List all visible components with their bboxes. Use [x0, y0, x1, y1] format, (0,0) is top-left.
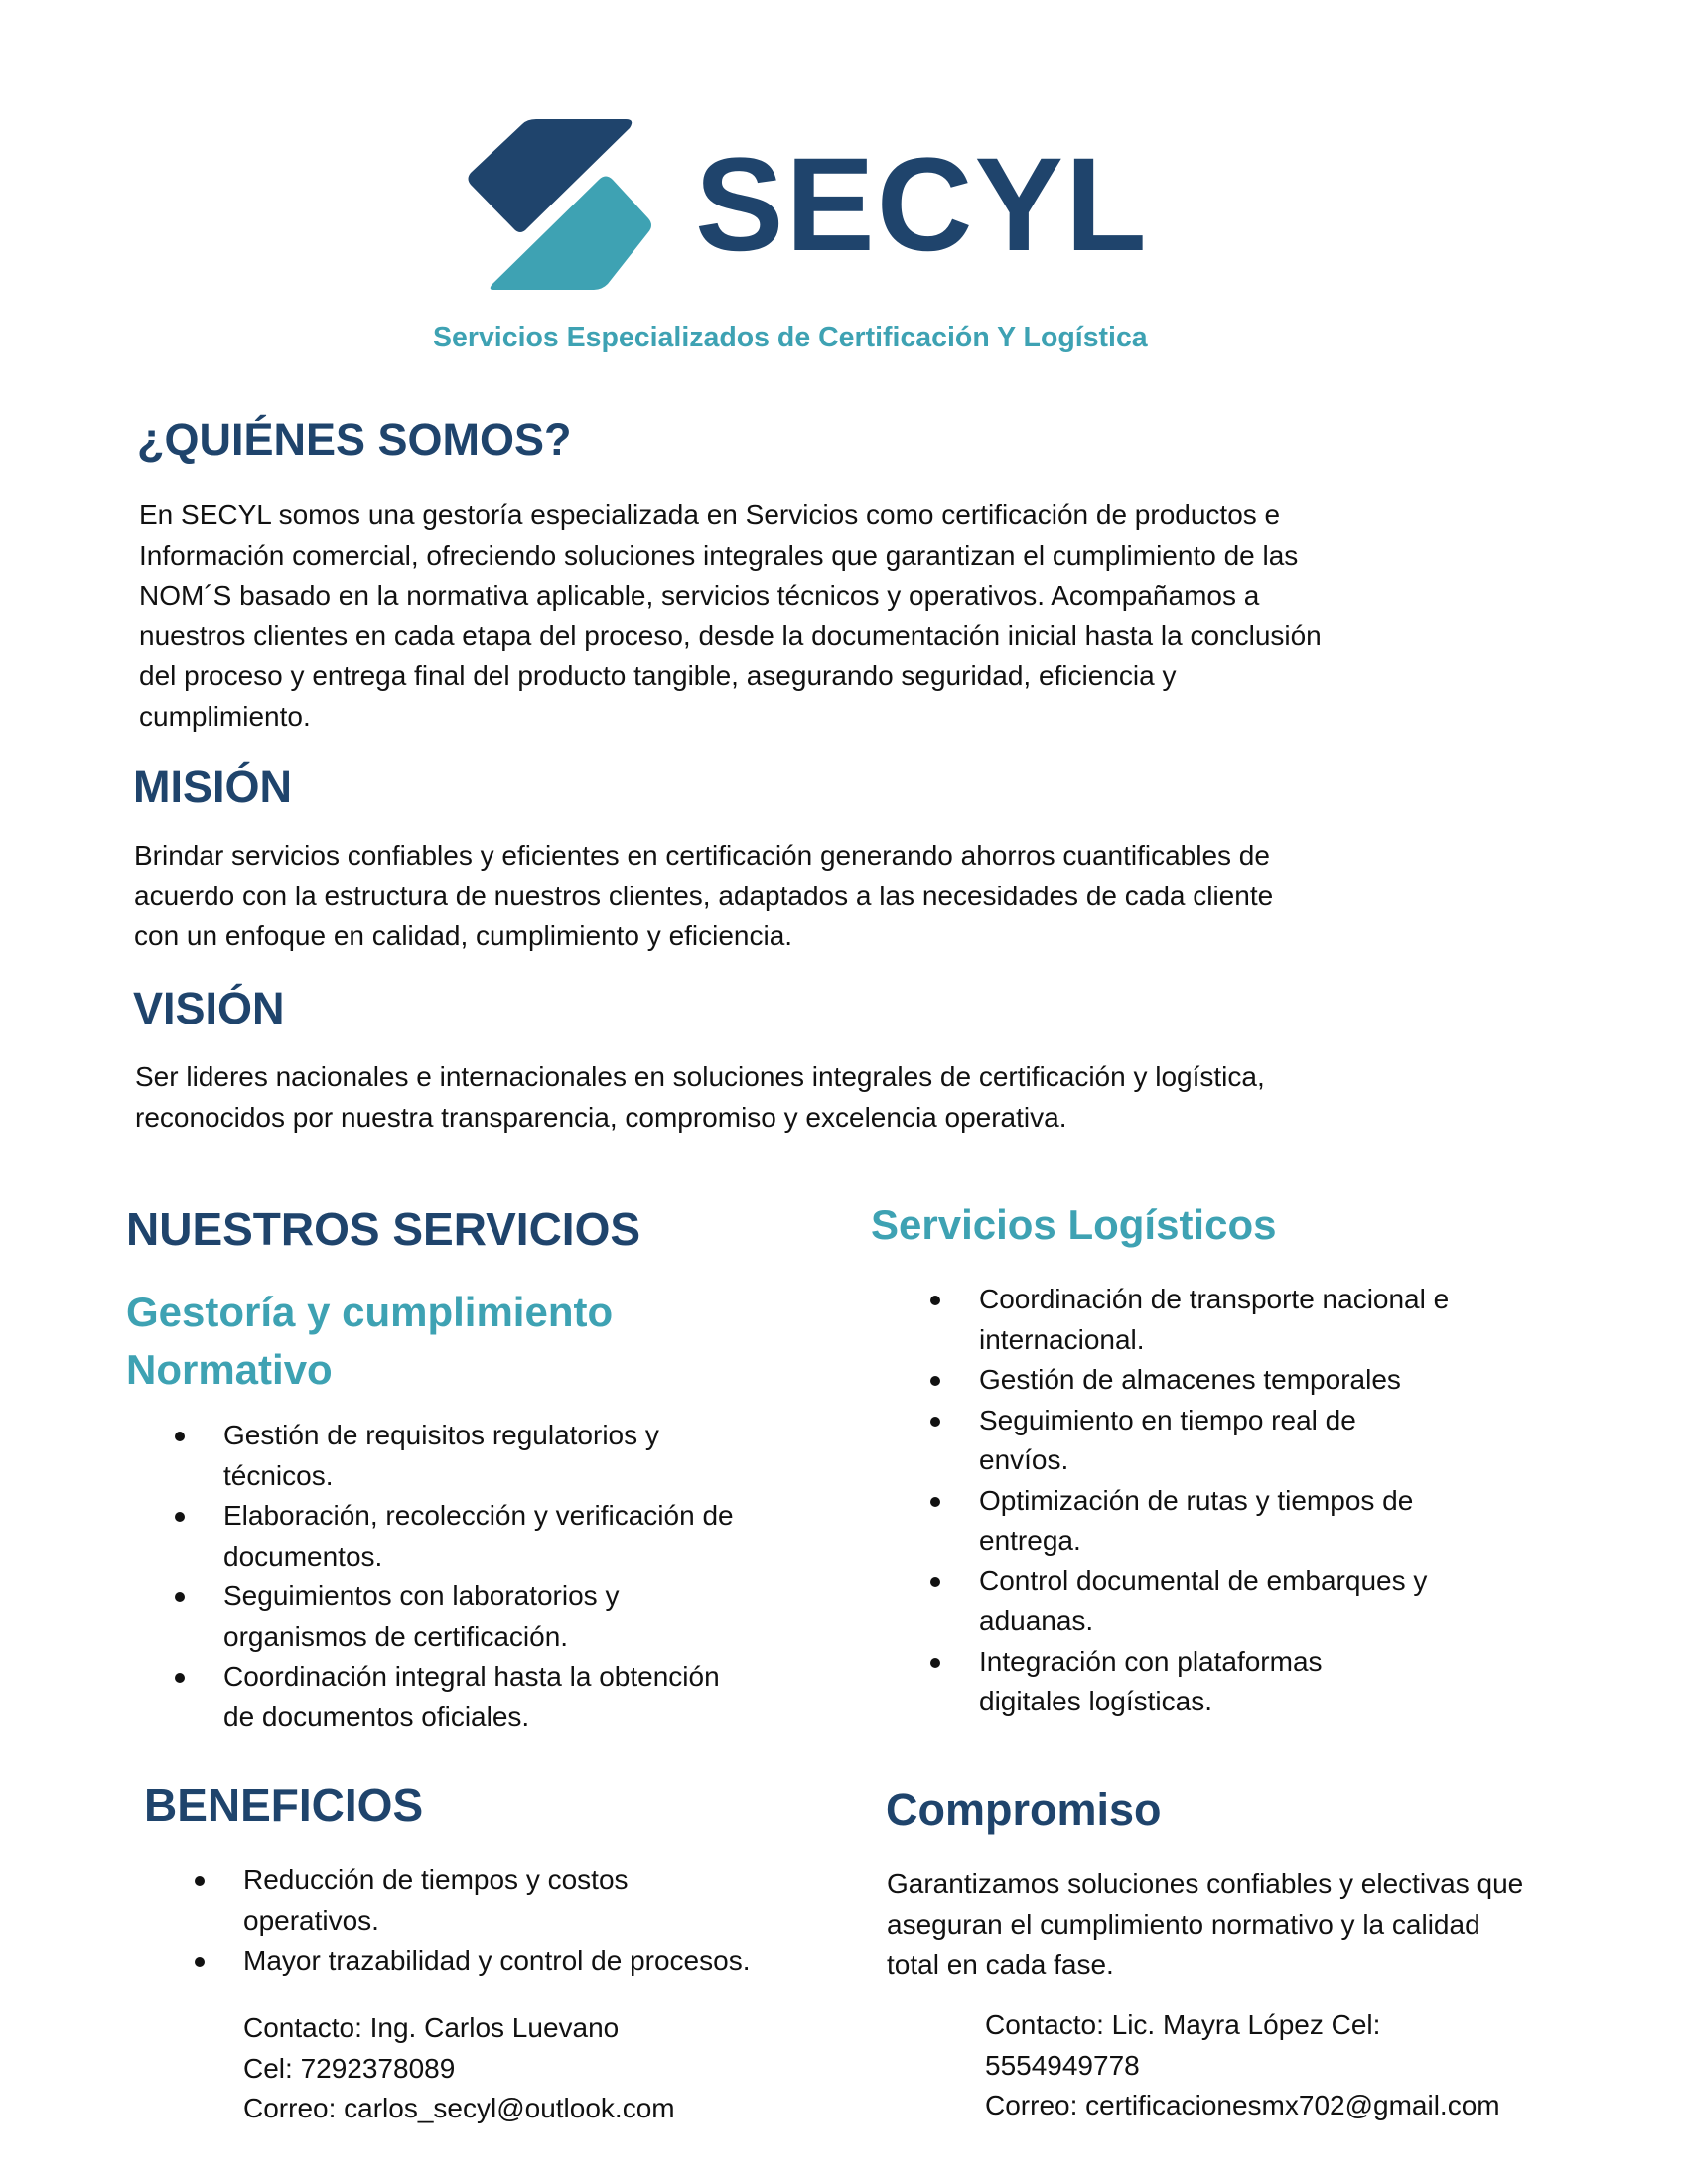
logistics-title: Servicios Logísticos	[871, 1201, 1277, 1248]
bullet-icon	[175, 1432, 185, 1441]
services-title: NUESTROS SERVICIOS	[126, 1203, 641, 1255]
about-paragraph	[139, 495, 1322, 737]
list-item-text: técnicos.	[223, 1459, 334, 1491]
contact-mayra	[985, 2005, 1500, 2126]
benefits-title: BENEFICIOS	[144, 1779, 424, 1831]
bullet-icon	[195, 1876, 205, 1886]
about-title: ¿QUIÉNES SOMOS?	[137, 414, 572, 465]
list-item	[930, 1401, 1449, 1481]
contact-name: Contacto: Ing. Carlos Luevano	[243, 2012, 620, 2043]
list-item-text: organismos de certificación.	[223, 1620, 569, 1652]
contact-phone: Cel: 7292378089	[243, 2052, 456, 2084]
bullet-icon	[175, 1512, 185, 1522]
contact-email: Correo: certificacionesmx702@gmail.com	[985, 2090, 1500, 2120]
vision-title: VISIÓN	[133, 983, 285, 1033]
list-item	[930, 1360, 1449, 1401]
bullet-icon	[930, 1296, 940, 1305]
list-item	[175, 1416, 734, 1496]
contact-email: Correo: carlos_secyl@outlook.com	[243, 2093, 675, 2123]
list-item	[930, 1642, 1449, 1722]
commitment-line: Garantizamos soluciones confiables y electivas que	[887, 1868, 1524, 1899]
list-item	[195, 1860, 750, 1941]
list-item	[930, 1562, 1449, 1642]
vision-paragraph	[135, 1057, 1265, 1138]
bullet-icon	[930, 1577, 940, 1587]
bullet-icon	[930, 1376, 940, 1386]
bullet-icon	[175, 1592, 185, 1602]
list-item-text: envíos.	[979, 1444, 1069, 1475]
vision-line: Ser lideres nacionales e internacionales en soluciones integrales de certificación y logística,	[135, 1061, 1265, 1092]
list-item-text: Coordinación de transporte nacional e	[979, 1284, 1450, 1314]
mission-paragraph	[134, 836, 1273, 957]
commitment-title: Compromiso	[886, 1784, 1162, 1835]
compliance-title-line: Gestoría y cumplimiento	[126, 1289, 614, 1335]
list-item-text: Elaboración, recolección y verificación de	[223, 1500, 734, 1531]
contact-name-phone: Contacto: Lic. Mayra López Cel:	[985, 2009, 1381, 2040]
list-item-text: Mayor trazabilidad y control de procesos.	[243, 1945, 751, 1976]
list-item	[930, 1481, 1449, 1562]
list-item-text: internacional.	[979, 1323, 1145, 1355]
vision-line: reconocidos por nuestra transparencia, compromiso y excelencia operativa.	[135, 1101, 1067, 1133]
list-item-text: Seguimiento en tiempo real de	[979, 1404, 1356, 1435]
list-item-text: Seguimientos con laboratorios y	[223, 1580, 620, 1611]
bullet-icon	[175, 1673, 185, 1683]
compliance-title	[126, 1284, 613, 1399]
commitment-line: aseguran el cumplimiento normativo y la calidad	[887, 1908, 1480, 1940]
list-item	[195, 1941, 750, 1981]
list-item-text: Control documental de embarques y	[979, 1565, 1428, 1596]
commitment-paragraph	[887, 1864, 1523, 1985]
about-line: cumplimiento.	[139, 700, 311, 732]
list-item-text: Reducción de tiempos y costos	[243, 1864, 629, 1895]
about-line: del proceso y entrega final del producto tangible, asegurando seguridad, eficiencia y	[139, 660, 1177, 691]
mission-line: Brindar servicios confiables y eficientes en certificación generando ahorros cuantificables de	[134, 840, 1270, 871]
list-item-text: digitales logísticas.	[979, 1686, 1213, 1716]
mission-line: con un enfoque en calidad, cumplimiento y eficiencia.	[134, 920, 793, 951]
list-item	[175, 1657, 734, 1737]
about-line: NOM´S basado en la normativa aplicable, servicios técnicos y operativos. Acompañamos a	[139, 580, 1260, 611]
list-item-text: entrega.	[979, 1525, 1081, 1556]
logistics-list	[930, 1280, 1449, 1722]
about-line: Información comercial, ofreciendo soluciones integrales que garantizan el cumplimiento de las	[139, 539, 1299, 571]
list-item-text: de documentos oficiales.	[223, 1701, 530, 1732]
mission-line: acuerdo con la estructura de nuestros clientes, adaptados a las necesidades de cada cliente	[134, 880, 1274, 911]
contact-carlos	[243, 2008, 675, 2129]
mission-title: MISIÓN	[133, 761, 293, 812]
bullet-icon	[930, 1658, 940, 1668]
about-line: En SECYL somos una gestoría especializada en Servicios como certificación de productos e	[139, 499, 1281, 530]
bullet-icon	[930, 1417, 940, 1427]
list-item	[930, 1280, 1449, 1360]
commitment-line: total en cada fase.	[887, 1949, 1114, 1979]
bullet-icon	[195, 1957, 205, 1967]
list-item-text: Coordinación integral hasta la obtención	[223, 1661, 720, 1692]
bullet-icon	[930, 1497, 940, 1507]
list-item	[175, 1576, 734, 1657]
secyl-chevron-logo-icon	[463, 113, 657, 294]
list-item-text: operativos.	[243, 1904, 379, 1936]
contact-phone: 5554949778	[985, 2049, 1140, 2081]
list-item-text: aduanas.	[979, 1605, 1094, 1636]
list-item-text: Gestión de almacenes temporales	[979, 1364, 1401, 1395]
about-line: nuestros clientes en cada etapa del proceso, desde la documentación inicial hasta la conclusión	[139, 619, 1322, 651]
list-item	[175, 1496, 734, 1576]
compliance-title-line: Normativo	[126, 1346, 333, 1393]
benefits-list	[195, 1860, 750, 1981]
tagline: Servicios Especializados de Certificación Y Logística	[433, 322, 1148, 353]
logo-wordmark: SECYL	[695, 131, 1149, 279]
list-item-text: Optimización de rutas y tiempos de	[979, 1484, 1414, 1516]
list-item-text: documentos.	[223, 1540, 383, 1571]
compliance-list	[175, 1416, 734, 1737]
list-item-text: Gestión de requisitos regulatorios y	[223, 1420, 659, 1450]
list-item-text: Integración con plataformas	[979, 1645, 1323, 1677]
